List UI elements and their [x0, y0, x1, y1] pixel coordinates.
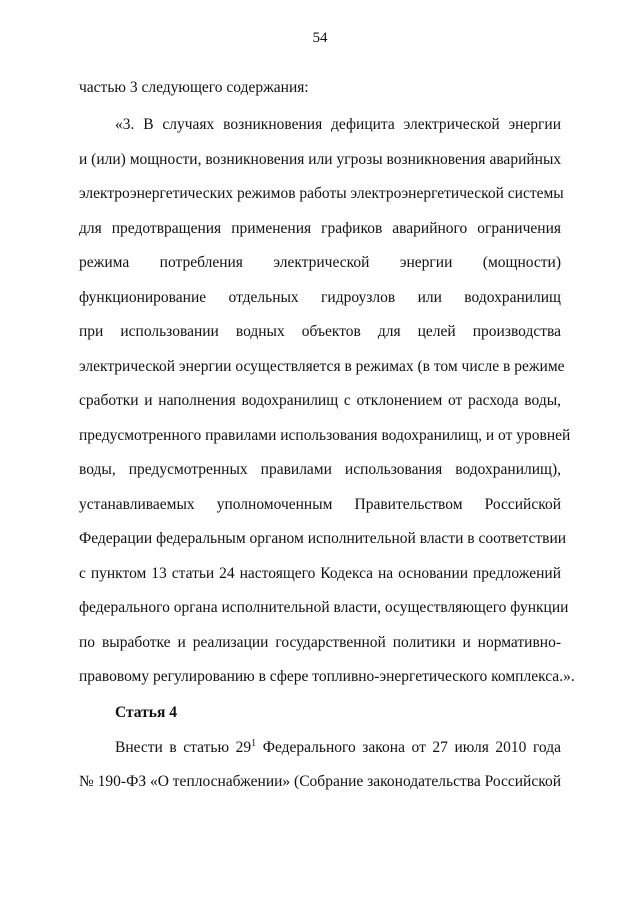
paragraph-line: Федерации федеральным органом исполнительной власти в соответствии: [79, 530, 567, 547]
page-number: 54: [312, 30, 328, 46]
paragraph-line: и (или) мощности, возникновения или угрозы возникновения аварийных: [79, 151, 562, 168]
paragraph-line: устанавливаемых уполномоченным Правительством Российской: [79, 496, 561, 513]
article-line: [115, 738, 561, 758]
paragraph-line: правовому регулированию в сфере топливно-энергетического комплекса.».: [79, 668, 575, 685]
paragraph-line: электроэнергетических режимов работы электроэнергетической системы: [79, 185, 564, 202]
paragraph-line: электрической энергии осуществляется в режимах (в том числе в режиме: [79, 358, 565, 375]
paragraph-line: для предотвращения применения графиков аварийного ограничения: [79, 220, 561, 237]
paragraph-line: сработки и наполнения водохранилищ с отклонением от расхода воды,: [79, 392, 561, 409]
paragraph-line: с пунктом 13 статьи 24 настоящего Кодекса на основании предложений: [79, 565, 561, 582]
paragraph-line: федерального органа исполнительной власти, осуществляющего функции: [79, 599, 569, 616]
article-heading: Статья 4: [115, 704, 177, 721]
article-line-text: Внести в статью 29: [115, 739, 252, 756]
intro-line: частью 3 следующего содержания:: [79, 79, 309, 96]
paragraph-line: при использовании водных объектов для целей производства: [79, 323, 561, 340]
paragraph-line: режима потребления электрической энергии (мощности): [79, 254, 561, 271]
paragraph-line: по выработке и реализации государственной политики и нормативно-: [79, 634, 561, 651]
paragraph-line: воды, предусмотренных правилами использования водохранилищ),: [79, 461, 561, 478]
paragraph-line: функционирование отдельных гидроузлов или водохранилищ: [79, 289, 561, 306]
article-line-text: Федерального закона от 27 июля 2010 года: [256, 739, 562, 756]
article-superscript: 1: [251, 738, 257, 749]
paragraph-line: «3. В случаях возникновения дефицита электрической энергии: [115, 116, 561, 133]
paragraph-line: предусмотренного правилами использования водохранилищ, и от уровней: [79, 427, 571, 444]
article-line: № 190-ФЗ «О теплоснабжении» (Собрание законодательства Российской: [79, 773, 561, 790]
